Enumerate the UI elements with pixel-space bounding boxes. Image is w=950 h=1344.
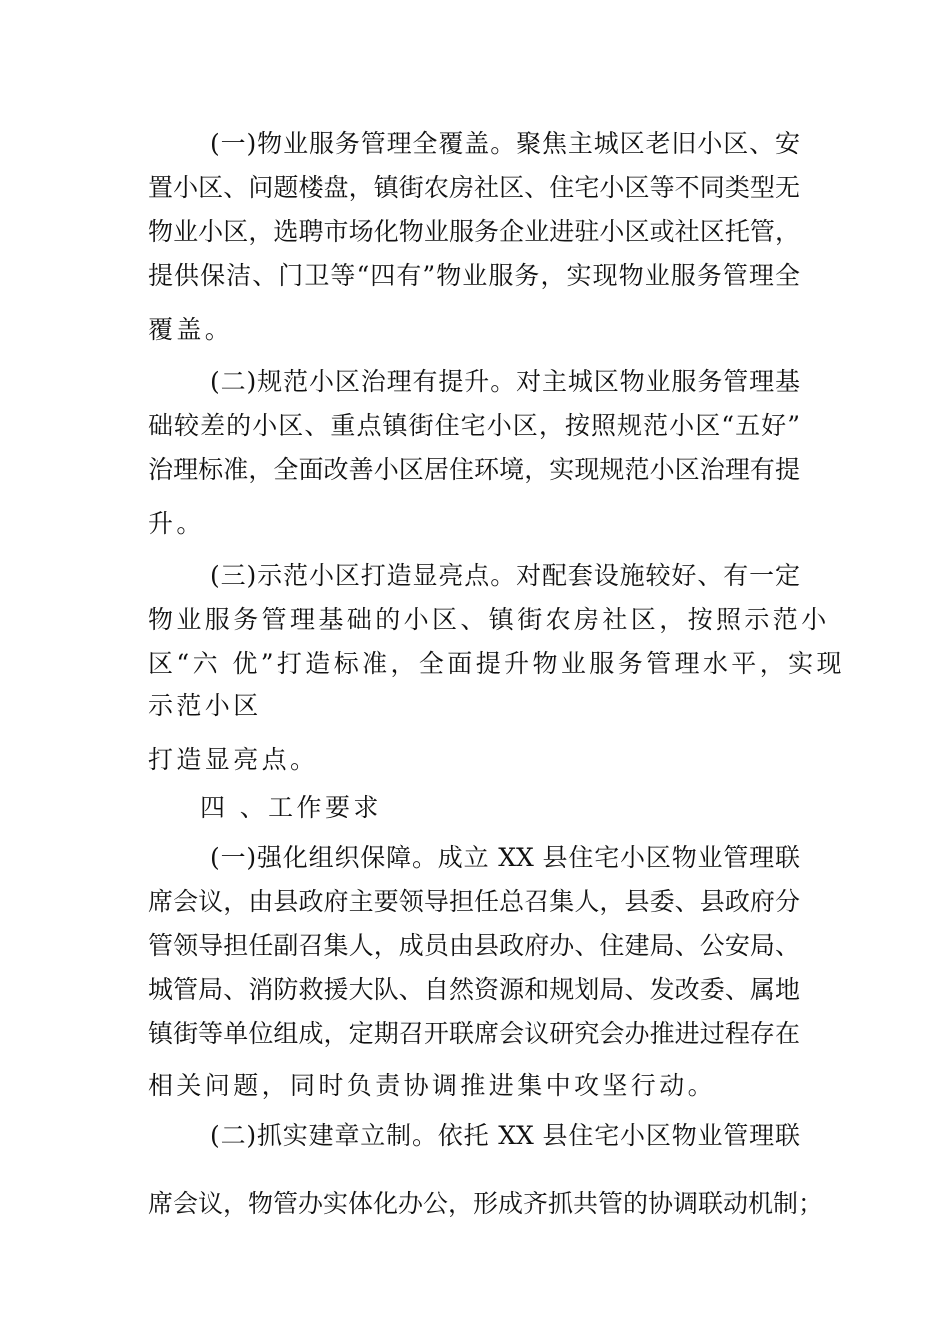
paragraph-2-line-4: 升。 xyxy=(148,509,205,538)
paragraph-4-line-1: (一)强化组织保障。成立 XX 县住宅小区物业管理联 xyxy=(210,843,800,872)
paragraph-1-line-2: 置小区、问题楼盘，镇街农房社区、住宅小区等不同类型无 xyxy=(148,173,800,202)
paragraph-3-line-3: 区“六 优”打造标准，全面提升物业服务管理水平，实现 xyxy=(148,649,845,678)
paragraph-3-line-4: 示范小区 xyxy=(148,691,262,720)
paragraph-2-line-2: 础较差的小区、重点镇街住宅小区，按照规范小区“五好” xyxy=(148,411,800,440)
paragraph-4-line-3: 管领导担任副召集人，成员由县政府办、住建局、公安局、 xyxy=(148,931,800,960)
paragraph-3-line-5: 打造显亮点。 xyxy=(148,745,319,774)
paragraph-4-line-4: 城管局、消防救援大队、自然资源和规划局、发改委、属地 xyxy=(148,975,800,1004)
paragraph-2-line-1: (二)规范小区治理有提升。对主城区物业服务管理基 xyxy=(210,367,800,396)
paragraph-4-line-5: 镇街等单位组成，定期召开联席会议研究会办推进过程存在 xyxy=(148,1019,800,1048)
paragraph-1-line-3: 物业小区，选聘市场化物业服务企业进驻小区或社区托管， xyxy=(148,217,800,246)
paragraph-4-line-6: 相关问题，同时负责协调推进集中攻坚行动。 xyxy=(148,1071,717,1100)
paragraph-1-line-1: (一)物业服务管理全覆盖。聚焦主城区老旧小区、安 xyxy=(210,129,800,158)
section-heading-work-requirements: 四 、工作要求 xyxy=(200,793,382,822)
paragraph-4-line-2: 席会议，由县政府主要领导担任总召集人，县委、县政府分 xyxy=(148,887,800,916)
paragraph-1-line-5: 覆盖。 xyxy=(148,315,234,344)
paragraph-2-line-3: 治理标准，全面改善小区居住环境，实现规范小区治理有提 xyxy=(148,455,800,484)
paragraph-3-line-1: (三)示范小区打造显亮点。对配套设施较好、有一定 xyxy=(210,561,800,590)
paragraph-5-line-2: 席会议，物管办实体化办公，形成齐抓共管的协调联动机制； xyxy=(148,1189,824,1218)
paragraph-1-line-4: 提供保洁、门卫等“四有”物业服务，实现物业服务管理全 xyxy=(148,261,800,290)
paragraph-3-line-2: 物业服务管理基础的小区、镇街农房社区，按照示范小 xyxy=(148,605,830,634)
paragraph-5-line-1: (二)抓实建章立制。依托 XX 县住宅小区物业管理联 xyxy=(210,1121,800,1150)
